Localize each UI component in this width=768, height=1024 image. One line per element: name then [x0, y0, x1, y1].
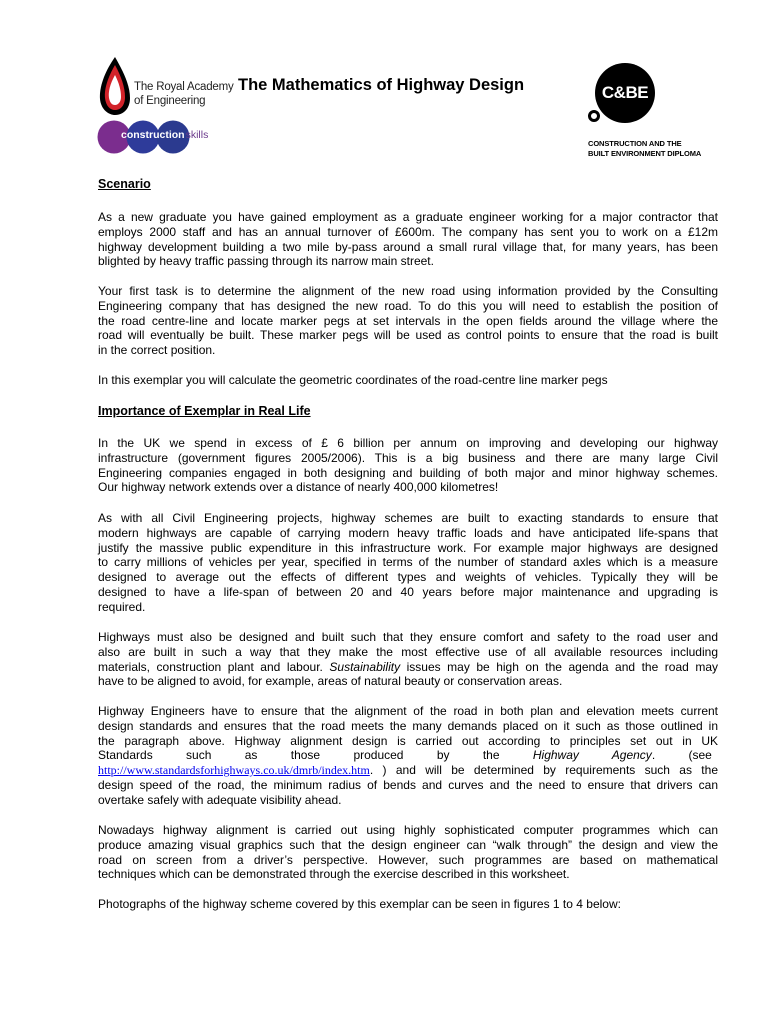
text-line: the road centre-line and locate marker pegs at set intervals in the open fields around the village where the	[98, 313, 718, 328]
text-line	[98, 660, 718, 675]
standards-link[interactable]: http://www.standardsforhighways.co.uk/dmrb/index.htm	[98, 763, 370, 778]
text-line: justify the massive public expenditure in this infrastructure work. For example major highways are designed	[98, 540, 718, 555]
construction-skills-rest: skills	[185, 129, 209, 141]
sustainability-emphasis: Sustainability	[329, 659, 401, 674]
construction-skills-bold: construction	[121, 129, 185, 141]
text-line: in the correct position.	[98, 343, 216, 358]
importance-paragraph-2	[98, 511, 718, 615]
royal-academy-line-2: of Engineering	[134, 95, 206, 107]
royal-academy-logo	[97, 55, 237, 117]
text-run: . (see	[651, 748, 712, 763]
royal-academy-flame-icon	[97, 55, 133, 117]
text-line: the paragraph above. Highway alignment design is carried out according to principles set out in UK	[98, 733, 718, 748]
text-line: also are built in such a way that they make the most effective use of all available resources including	[98, 644, 718, 659]
text-line: design standards and ensures that the road meets the many demands placed on it such as those outlined in	[98, 718, 718, 733]
text-line: modern highways are capable of carrying modern heavy traffic loads and have anticipated life-spans that	[98, 525, 718, 540]
scenario-paragraph-2	[98, 284, 718, 358]
text-line: As a new graduate you have gained employment as a graduate engineer working for a major contractor that	[98, 210, 718, 224]
text-line: to carry millions of vehicles per year, specified in terms of the number of standard axles which is a measure	[98, 555, 718, 570]
cbe-caption	[588, 139, 701, 159]
document-title: The Mathematics of Highway Design	[238, 76, 525, 94]
text-line: In the UK we spend in excess of £ 6 billion per annum on improving and developing our highway	[98, 436, 718, 450]
text-line: Our highway network extends over a distance of nearly 400,000 kilometres!	[98, 480, 499, 495]
text-line: road will eventually be built. These marker pegs will be used as control points to ensure that the road is built	[98, 328, 718, 343]
construction-skills-logo	[97, 120, 227, 154]
royal-academy-logo-text	[134, 80, 234, 108]
text-line: have to be aligned to avoid, for example, areas of natural beauty or conservation areas.	[98, 674, 563, 689]
text-line: infrastructure (government figures 2005/2006). This is a big business and there are many large Civil	[98, 450, 718, 465]
cbe-caption-line-1: CONSTRUCTION AND THE	[588, 139, 682, 148]
text-line	[98, 763, 718, 778]
text-line: road on screen from a driver’s perspective. However, such programmes are based on mathematical	[98, 852, 718, 867]
cbe-caption-line-2: BUILT ENVIRONMENT DIPLOMA	[588, 149, 702, 158]
cbe-diploma-logo	[588, 63, 728, 163]
highway-agency-emphasis: Highway Agency	[532, 748, 652, 763]
text-line: Highways must also be designed and built such that they ensure comfort and safety to the road user and	[98, 630, 718, 644]
text-line: In this exemplar you will calculate the geometric coordinates of the road-centre line marker pegs	[98, 373, 608, 387]
importance-paragraph-5	[98, 823, 718, 882]
text-line: employs 2000 staff and has an annual turnover of £600m. The company has sent you to work on a £12m	[98, 224, 718, 239]
text-line: Nowadays highway alignment is carried out using highly sophisticated computer programmes which can	[98, 823, 718, 837]
text-line: Highway Engineers have to ensure that the alignment of the road in both plan and elevation meets current	[98, 704, 718, 718]
importance-heading: Importance of Exemplar in Real Life	[98, 404, 311, 418]
text-line: Engineering company that has designed the new road. To do this you will need to establish the position of	[98, 298, 718, 313]
text-line: designed to average out the effects of different types and weights of vehicles. Typically they will be	[98, 570, 718, 585]
text-line: Your first task is to determine the alignment of the new road using information provided by the Consulting	[98, 284, 718, 298]
text-line: designed to have a life-span of between 20 and 40 years before major maintenance and upgrading is	[98, 584, 718, 599]
importance-paragraph-4	[98, 704, 718, 808]
cbe-ring-icon	[588, 110, 600, 122]
importance-paragraph-1	[98, 436, 718, 495]
text-line: Engineering companies engaged in both designing and building of both major and minor highway schemes.	[98, 465, 718, 480]
text-run: issues may be high on the agenda and the road may	[400, 659, 718, 674]
text-line: techniques which can be demonstrated through the exercise described in this worksheet.	[98, 867, 570, 882]
text-line: overtake safely with adequate visibility ahead.	[98, 792, 342, 807]
royal-academy-line-1: The Royal Academy	[134, 81, 234, 93]
importance-paragraph-6	[98, 897, 718, 912]
text-line: required.	[98, 599, 146, 614]
text-line: design speed of the road, the minimum radius of bends and curves and the need to ensure that drivers can	[98, 777, 718, 792]
scenario-paragraph-1	[98, 210, 718, 269]
text-line: highway development building a two mile by-pass around a small rural village that, for many years, has been	[98, 239, 718, 254]
text-line: blighted by heavy traffic passing through its narrow main street.	[98, 254, 434, 269]
text-line: As with all Civil Engineering projects, highway schemes are built to exacting standards to ensure that	[98, 511, 718, 525]
text-line	[98, 748, 718, 763]
importance-paragraph-3	[98, 630, 718, 689]
text-run: . ) and will be determined by requirements such as the	[369, 763, 718, 778]
construction-skills-wordmark	[121, 129, 208, 141]
text-run: materials, construction plant and labour.	[98, 659, 330, 674]
text-line: produce amazing visual graphics such that the design engineer can “walk through” the design and view the	[98, 837, 718, 852]
cbe-mark: C&BE	[595, 63, 655, 123]
text-run: Standards such as those produced by the	[98, 748, 533, 763]
scenario-paragraph-3	[98, 373, 718, 388]
text-line: Photographs of the highway scheme covered by this exemplar can be seen in figures 1 to 4 below:	[98, 897, 621, 911]
scenario-heading: Scenario	[98, 177, 151, 191]
